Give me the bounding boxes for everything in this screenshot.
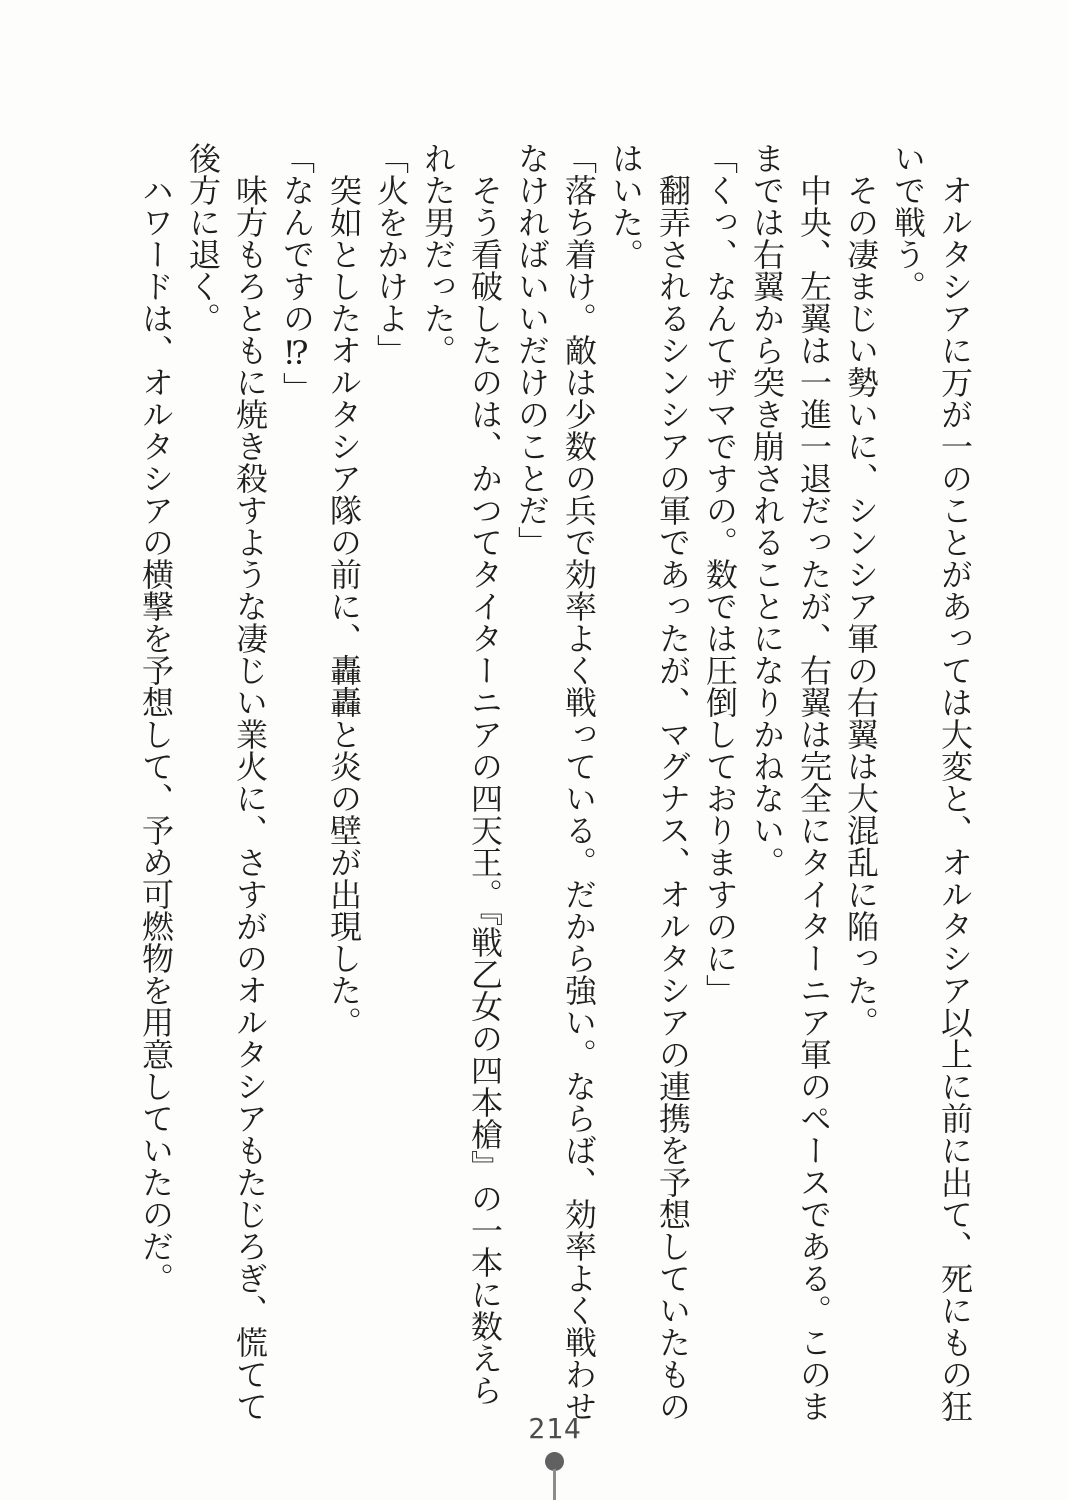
text-line: はいた。: [608, 142, 644, 270]
text-line: 翻弄されるシンシアの軍であったが、マグナス、オルタシアの連携を予想していたもの: [655, 142, 691, 1422]
text-line: 中央、左翼は一進一退だったが、右翼は完全にタイターニア軍のペースである。このま: [796, 142, 832, 1422]
text-line: 後方に退く。: [185, 142, 221, 334]
text-line: 味方もろともに焼き殺すような凄じい業火に、さすがのオルタシアもたじろぎ、慌てて: [232, 142, 268, 1422]
text-line: いで戦う。: [890, 142, 926, 302]
text-line: 「なんですの⁉」: [279, 142, 315, 404]
text-line: なければいいだけのことだ」: [514, 142, 550, 558]
text-line: そう看破したのは、かつてタイターニアの四天王。『戦乙女の四本槍』の一本に数えら: [467, 142, 503, 1406]
text-line: 「くっ、なんてザマですの。数では圧倒しておりますのに」: [702, 142, 738, 1006]
page-text: [132, 142, 978, 1437]
text-line: れた男だった。: [420, 142, 456, 366]
text-line: その凄まじい勢いに、シンシア軍の右翼は大混乱に陥った。: [843, 142, 879, 1038]
text-line: 「落ち着け。敵は少数の兵で効率よく戦っている。だから強い。ならば、効率よく戦わせ: [561, 142, 597, 1422]
text-line: 「火をかけよ」: [373, 142, 409, 366]
text-line: までは右翼から突き崩されることになりかねない。: [749, 142, 785, 878]
text-line: オルタシアに万が一のことがあっては大変と、オルタシア以上に前に出て、死にもの狂: [937, 142, 973, 1422]
text-line: 突如としたオルタシア隊の前に、轟轟と炎の壁が出現した。: [326, 142, 362, 1038]
footer-stem-ornament: [553, 1469, 556, 1500]
page-number: 214: [528, 1412, 582, 1445]
text-line: ハワードは、オルタシアの横撃を予想して、予め可燃物を用意していたのだ。: [138, 142, 174, 1294]
